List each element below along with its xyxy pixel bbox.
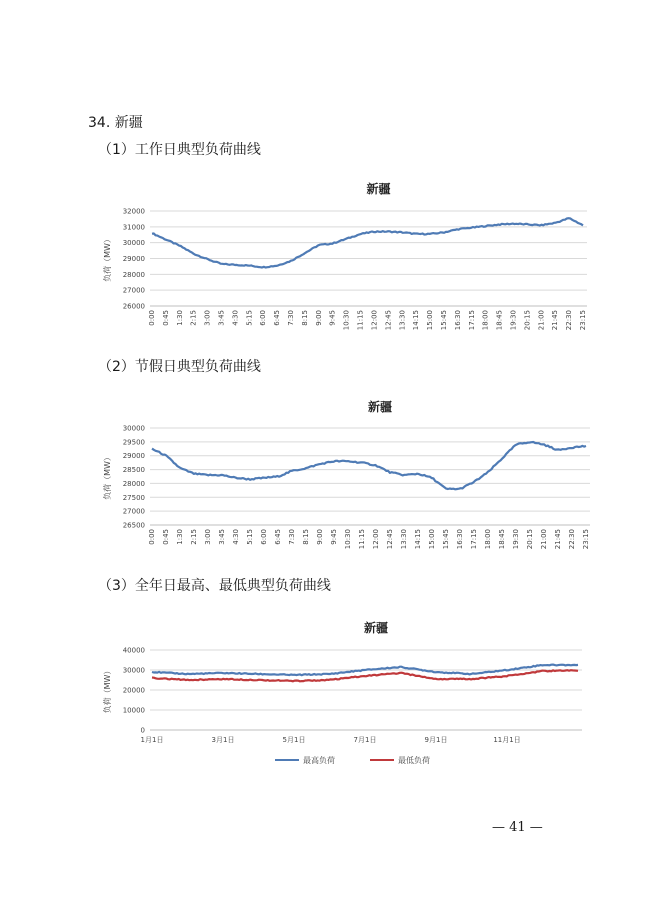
y-tick-label: 28500	[122, 466, 145, 475]
x-tick-label: 21:00	[540, 529, 548, 550]
x-tick-label: 11月1日	[493, 736, 521, 744]
y-tick-label: 29000	[122, 452, 145, 461]
x-tick-label: 19:30	[509, 310, 518, 331]
x-tick-label: 2:15	[190, 529, 198, 545]
x-tick-label: 20:15	[523, 310, 532, 331]
x-tick-label: 21:00	[537, 310, 546, 331]
x-tick-label: 3:45	[217, 310, 226, 326]
y-tick-label: 28000	[122, 479, 145, 488]
y-axis-label: 负荷（MW）	[103, 453, 112, 500]
x-tick-label: 21:45	[554, 529, 562, 550]
x-tick-label: 14:15	[412, 310, 421, 331]
y-tick-label: 27000	[122, 507, 145, 516]
y-tick-label: 20000	[122, 686, 145, 695]
x-tick-label: 9:45	[328, 310, 337, 326]
x-tick-label: 12:45	[384, 310, 393, 331]
y-tick-label: 29000	[122, 255, 145, 263]
x-tick-label: 9:45	[330, 529, 338, 545]
x-tick-label: 14:15	[414, 529, 422, 550]
x-tick-label: 9:00	[314, 310, 323, 326]
page-number: — 41 —	[492, 820, 543, 835]
x-tick-label: 4:30	[232, 529, 240, 545]
subsection-title-workday: （1）工作日典型负荷曲线	[98, 142, 261, 158]
section-title: 34. 新疆	[88, 115, 143, 131]
x-tick-label: 13:30	[400, 529, 408, 550]
chart-title: 新疆	[367, 400, 393, 414]
x-tick-label: 13:30	[398, 310, 407, 331]
chart-title: 新疆	[366, 182, 391, 196]
y-tick-label: 31000	[122, 223, 145, 232]
x-tick-label: 12:00	[372, 529, 380, 550]
y-tick-label: 30000	[122, 666, 145, 675]
x-tick-label: 6:45	[274, 529, 282, 545]
x-tick-label: 5:15	[246, 529, 254, 545]
x-tick-label: 3:00	[204, 529, 212, 545]
y-tick-label: 30000	[122, 239, 145, 248]
x-tick-label: 3:45	[218, 529, 226, 545]
x-tick-label: 3月1日	[211, 736, 235, 744]
x-tick-label: 15:45	[439, 310, 448, 331]
workday-load-chart	[0, 175, 650, 345]
x-tick-label: 8:15	[300, 310, 309, 326]
x-tick-label: 19:30	[512, 529, 520, 550]
chart-title: 新疆	[363, 621, 389, 635]
x-tick-label: 7:30	[287, 310, 296, 326]
x-tick-label: 17:15	[467, 310, 476, 331]
x-tick-label: 8:15	[302, 529, 310, 545]
x-tick-label: 9:00	[316, 529, 324, 545]
x-tick-label: 18:45	[495, 310, 504, 331]
y-tick-label: 30000	[122, 424, 145, 433]
x-tick-label: 4:30	[231, 310, 240, 326]
x-tick-label: 15:45	[442, 529, 450, 550]
x-tick-label: 9月1日	[424, 736, 448, 744]
x-tick-label: 16:30	[456, 529, 464, 550]
x-tick-label: 6:00	[260, 529, 268, 545]
x-tick-label: 17:15	[470, 529, 478, 550]
holiday-load-chart	[0, 395, 650, 565]
x-tick-label: 7月1日	[353, 736, 377, 744]
x-tick-label: 6:00	[259, 310, 268, 326]
x-tick-label: 15:00	[428, 529, 436, 550]
x-tick-label: 11:15	[358, 529, 366, 550]
y-axis-label: 负荷（MW）	[103, 235, 112, 282]
x-tick-label: 23:15	[579, 310, 587, 331]
x-tick-label: 1:30	[175, 310, 184, 326]
x-tick-label: 12:00	[370, 310, 379, 331]
x-tick-label: 22:30	[568, 529, 576, 550]
x-tick-label: 12:45	[386, 529, 394, 550]
legend-label: 最低负荷	[398, 756, 430, 765]
y-tick-label: 27000	[122, 286, 145, 295]
y-tick-label: 29500	[122, 438, 145, 447]
x-tick-label: 21:45	[551, 310, 560, 331]
subsection-title-annual: （3）全年日最高、最低典型负荷曲线	[98, 578, 331, 594]
x-tick-label: 11:15	[356, 310, 365, 331]
x-tick-label: 3:00	[203, 310, 212, 326]
x-tick-label: 6:45	[273, 310, 282, 326]
y-tick-label: 26500	[122, 521, 145, 530]
y-tick-label: 28000	[122, 270, 145, 279]
y-tick-label: 26000	[122, 302, 145, 311]
x-tick-label: 22:30	[565, 310, 574, 331]
x-tick-label: 18:45	[498, 529, 506, 550]
x-tick-label: 0:45	[161, 310, 170, 326]
series-line	[152, 442, 586, 489]
x-tick-label: 10:30	[342, 310, 351, 331]
x-tick-label: 0:00	[148, 529, 156, 545]
x-tick-label: 2:15	[189, 310, 198, 326]
x-tick-label: 5月1日	[282, 736, 306, 744]
x-tick-label: 1月1日	[140, 736, 164, 744]
x-tick-label: 0:00	[148, 310, 156, 326]
x-tick-label: 0:45	[162, 529, 170, 545]
y-tick-label: 27500	[122, 493, 145, 502]
x-tick-label: 10:30	[344, 529, 352, 550]
y-tick-label: 40000	[122, 646, 145, 655]
x-tick-label: 20:15	[526, 529, 534, 550]
y-tick-label: 32000	[122, 207, 145, 216]
x-tick-label: 18:00	[481, 310, 490, 331]
y-tick-label: 10000	[122, 706, 145, 715]
y-tick-label: 0	[140, 726, 145, 735]
x-tick-label: 5:15	[245, 310, 254, 326]
x-tick-label: 18:00	[484, 529, 492, 550]
x-tick-label: 16:30	[453, 310, 462, 331]
x-tick-label: 23:15	[582, 529, 590, 550]
subsection-title-holiday: （2）节假日典型负荷曲线	[98, 359, 261, 375]
x-tick-label: 7:30	[288, 529, 296, 545]
annual-load-chart	[0, 615, 650, 785]
x-tick-label: 1:30	[176, 529, 184, 545]
legend-label: 最高负荷	[303, 756, 335, 765]
x-tick-label: 15:00	[426, 310, 435, 331]
y-axis-label: 负荷（MW）	[103, 666, 112, 714]
